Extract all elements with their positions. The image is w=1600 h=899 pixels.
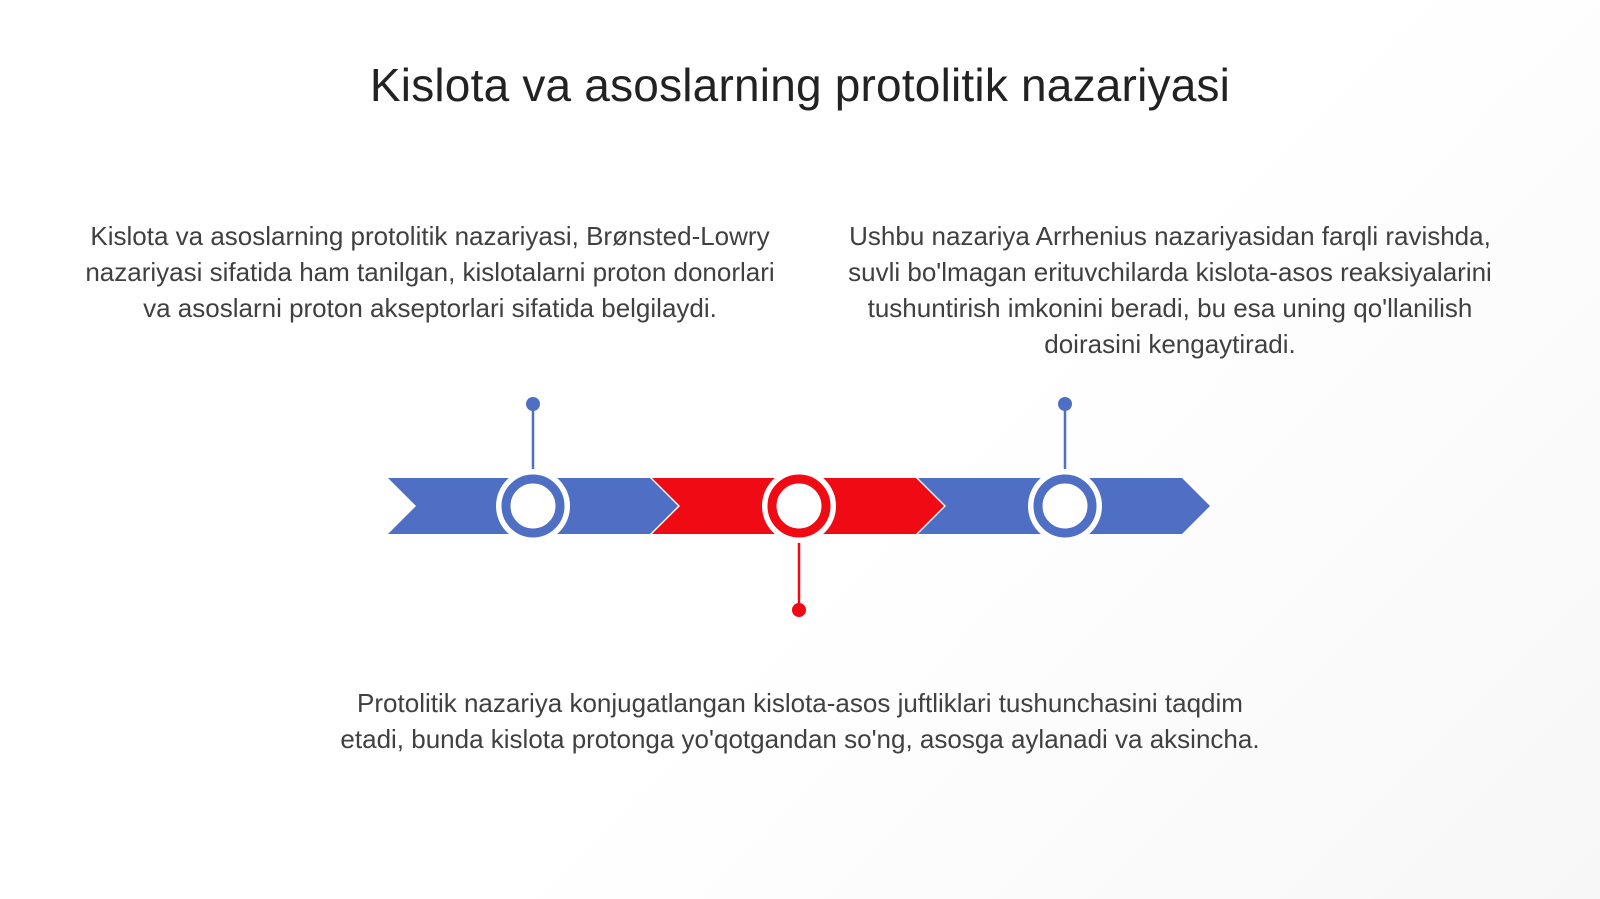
connector-dot-2 (792, 603, 806, 617)
milestone-ring-3 (1028, 469, 1102, 543)
text-block-2: Ushbu nazariya Arrhenius nazariyasidan farqli ravishda, suvli bo'lmagan erituvchilarda kislota-asos reaksiyalarini tushuntirish imkonini beradi, bu esa uning qo'llanilish doirasini kengaytiradi. (848, 221, 1492, 359)
milestone-ring-1 (496, 469, 570, 543)
slide-title: Kislota va asoslarning protolitik nazariyasi (369, 59, 1231, 111)
connector-dot-3 (1058, 397, 1072, 411)
connector-dot-1 (526, 397, 540, 411)
milestone-ring-2 (762, 469, 836, 543)
text-block-3: Protolitik nazariya konjugatlangan kislota-asos juftliklari tushunchasini taqdim etadi, bunda kislota protonga yo'qotgandan so'ng, asosga aylanadi va aksincha. (340, 688, 1260, 754)
text-block-1: Kislota va asoslarning protolitik nazariyasi, Brønsted-Lowry nazariyasi sifatida ham tanilgan, kislotalarni proton donorlari va asoslarni proton akseptorlari sifatida belgilaydi. (85, 221, 775, 323)
